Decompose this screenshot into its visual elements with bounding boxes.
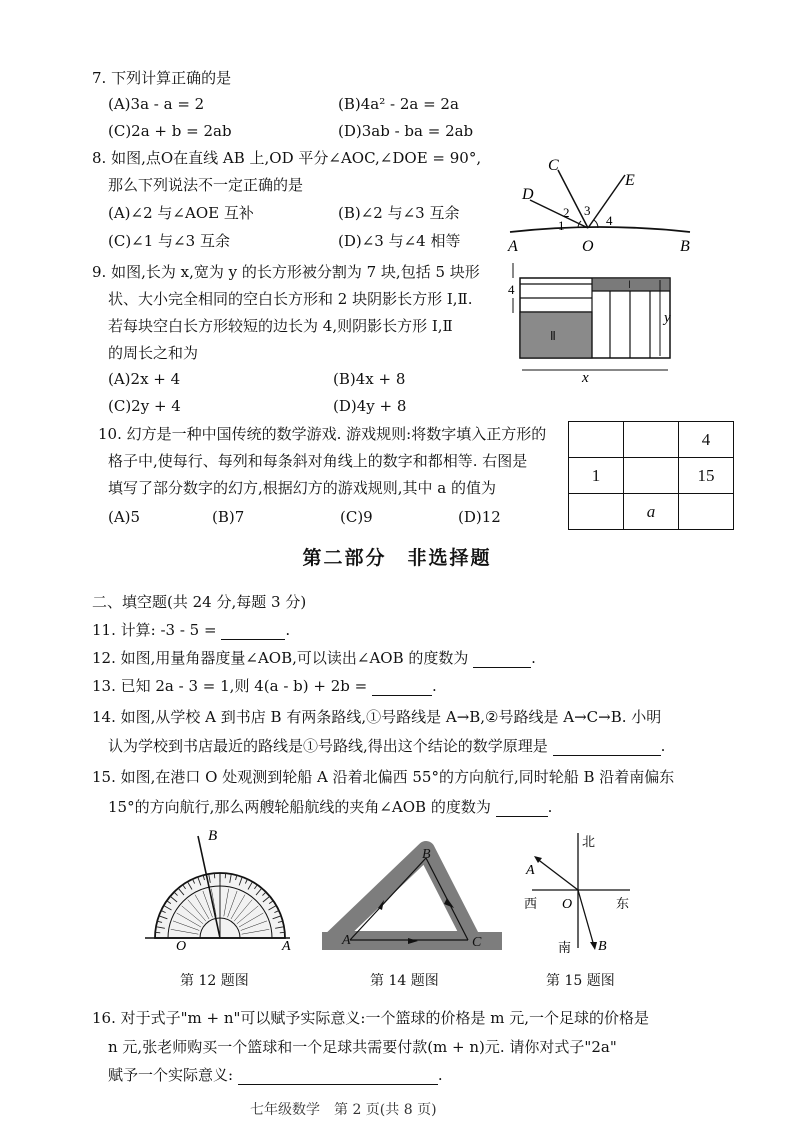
q8-option-c: (C)∠1 与∠3 互余 — [108, 232, 230, 250]
q10-stem-line2: 格子中,使每行、每列和每条斜对角线上的数字和都相等. 右图是 — [108, 452, 528, 470]
magic-cell — [569, 494, 624, 530]
magic-cell: 15 — [679, 458, 734, 494]
q8-label-3: 3 — [584, 203, 591, 218]
q12-end: . — [531, 649, 536, 667]
q7-option-a: (A)3a - a = 2 — [108, 95, 205, 113]
q9-option-d: (D)4y + 8 — [333, 397, 407, 415]
q8-option-d: (D)∠3 与∠4 相等 — [338, 232, 461, 250]
magic-cell — [624, 422, 679, 458]
q8-label-1: 1 — [558, 218, 565, 233]
fig12-caption: 第 12 题图 — [180, 973, 249, 989]
q8-label-a: A — [508, 238, 518, 255]
q15-line2: 15°的方向航行,那么两艘轮船航线的夹角∠AOB 的度数为 — [108, 798, 491, 816]
q13 — [92, 676, 437, 696]
q9-label-four: 4 — [508, 282, 515, 297]
q8-option-b: (B)∠2 与∠3 互余 — [338, 204, 460, 222]
fig12-label-a: A — [282, 939, 291, 953]
q14-line1: 14. 如图,从学校 A 到书店 B 有两条路线,①号路线是 A→B,②号路线是 A→C→B. 小明 — [92, 708, 662, 726]
q13-text: 13. 已知 2a - 3 = 1,则 4(a - b) + 2b = — [92, 677, 368, 695]
q13-answer-blank[interactable] — [372, 679, 432, 696]
fig14-label-a: A — [342, 933, 351, 948]
q9-option-a: (A)2x + 4 — [108, 370, 181, 388]
q8-label-4: 4 — [606, 213, 613, 228]
q9-rectangle-figure — [500, 258, 700, 383]
q14-end: . — [660, 737, 666, 755]
q11-answer-blank[interactable] — [221, 623, 285, 640]
q9-option-b: (B)4x + 8 — [333, 370, 406, 388]
road-figure — [322, 838, 502, 958]
q8-angle-figure — [500, 155, 700, 255]
q16-line3: 赋予一个实际意义: — [108, 1066, 234, 1084]
fig15-label-o: O — [562, 897, 573, 912]
q9-stem-line2: 状、大小完全相同的空白长方形和 2 块阴影长方形 Ⅰ,Ⅱ. — [108, 290, 473, 308]
q8-label-2: 2 — [563, 205, 570, 220]
q16-end: . — [437, 1066, 443, 1084]
q8-label-b: B — [680, 238, 690, 255]
q8-label-e: E — [625, 172, 635, 189]
magic-cell — [679, 494, 734, 530]
q8-label-c: C — [548, 157, 559, 174]
magic-cell — [569, 422, 624, 458]
q7-option-b: (B)4a² - 2a = 2a — [338, 95, 459, 113]
fig14-caption: 第 14 题图 — [370, 973, 439, 989]
q12-text: 12. 如图,用量角器度量∠AOB,可以读出∠AOB 的度数为 — [92, 649, 469, 667]
q14-line2-wrap — [108, 736, 665, 756]
fig15-caption: 第 15 题图 — [546, 973, 615, 989]
section-title: 第二部分 非选择题 — [302, 547, 492, 569]
q8-option-a: (A)∠2 与∠AOE 互补 — [108, 204, 254, 222]
q8-label-d: D — [522, 186, 534, 203]
q14-answer-blank[interactable] — [553, 739, 661, 756]
fig14-label-c: C — [472, 935, 482, 950]
q16-line2: n 元,张老师购买一个篮球和一个足球共需要付款(m + n)元. 请你对式子"2a" — [108, 1038, 617, 1056]
magic-cell — [624, 458, 679, 494]
q9-label-roman1: Ⅰ — [628, 280, 631, 291]
fig15-label-b: B — [598, 939, 607, 954]
q9-stem-line1: 9. 如图,长为 x,宽为 y 的长方形被分割为 7 块,包括 5 块形 — [92, 263, 480, 281]
q7-option-d: (D)3ab - ba = 2ab — [338, 122, 474, 140]
compass-figure — [520, 828, 640, 958]
fig12-label-o: O — [176, 939, 187, 953]
q7-option-c: (C)2a + b = 2ab — [108, 122, 232, 140]
q9-option-c: (C)2y + 4 — [108, 397, 181, 415]
fig15-label-east: 东 — [616, 896, 630, 911]
q8-stem-line2: 那么下列说法不一定正确的是 — [108, 176, 304, 194]
q8-stem-line1: 8. 如图,点O在直线 AB 上,OD 平分∠AOC,∠DOE = 90°, — [92, 149, 482, 167]
q15-end: . — [547, 798, 553, 816]
magic-square — [568, 421, 734, 530]
q9-label-roman2: Ⅱ — [550, 329, 556, 343]
q11 — [92, 620, 290, 640]
fig15-label-a: A — [526, 863, 535, 878]
fig15-label-south: 南 — [558, 940, 572, 955]
q10-option-b: (B)7 — [212, 508, 245, 526]
q11-end: . — [285, 621, 291, 639]
part2-header: 二、填空题(共 24 分,每题 3 分) — [92, 593, 307, 611]
fig12-label-b: B — [208, 828, 218, 844]
q15-answer-blank[interactable] — [496, 800, 548, 817]
q12 — [92, 648, 536, 668]
q16-line1: 16. 对于式子"m + n"可以赋予实际意义:一个篮球的价格是 m 元,一个足球的价格是 — [92, 1009, 649, 1027]
fig15-label-west: 西 — [524, 896, 538, 911]
q10-option-a: (A)5 — [108, 508, 141, 526]
q10-stem-line1: 10. 幻方是一种中国传统的数学游戏. 游戏规则:将数字填入正方形的 — [98, 425, 547, 443]
q16-answer-blank[interactable] — [238, 1068, 438, 1085]
q15-line1: 15. 如图,在港口 O 处观测到轮船 A 沿着北偏西 55°的方向航行,同时轮船 B 沿着南偏东 — [92, 768, 675, 786]
q13-end: . — [431, 677, 437, 695]
q10-option-d: (D)12 — [458, 508, 501, 526]
q16-line3-wrap — [108, 1065, 443, 1085]
q10-stem-line3: 填写了部分数字的幻方,根据幻方的游戏规则,其中 a 的值为 — [108, 479, 497, 497]
q9-stem-line3: 若每块空白长方形较短的边长为 4,则阴影长方形 Ⅰ,Ⅱ — [108, 317, 453, 335]
q9-label-x: x — [582, 370, 589, 383]
q8-label-o: O — [582, 238, 594, 255]
q15-line2-wrap — [108, 797, 552, 817]
page-footer: 七年级数学 第 2 页(共 8 页) — [250, 1102, 437, 1118]
q10-option-c: (C)9 — [340, 508, 373, 526]
q11-text: 11. 计算: -3 - 5 = — [92, 621, 217, 639]
magic-cell: 1 — [569, 458, 624, 494]
protractor-figure — [140, 828, 300, 953]
magic-cell: a — [624, 494, 679, 530]
q9-stem-line4: 的周长之和为 — [108, 344, 199, 362]
fig15-label-north: 北 — [582, 834, 596, 849]
q14-line2: 认为学校到书店最近的路线是①号路线,得出这个结论的数学原理是 — [108, 737, 548, 755]
fig14-label-b: B — [422, 847, 431, 862]
magic-cell: 4 — [679, 422, 734, 458]
q12-answer-blank[interactable] — [473, 651, 531, 668]
q7-stem: 7. 下列计算正确的是 — [92, 69, 232, 87]
q9-label-y: y — [664, 310, 671, 326]
